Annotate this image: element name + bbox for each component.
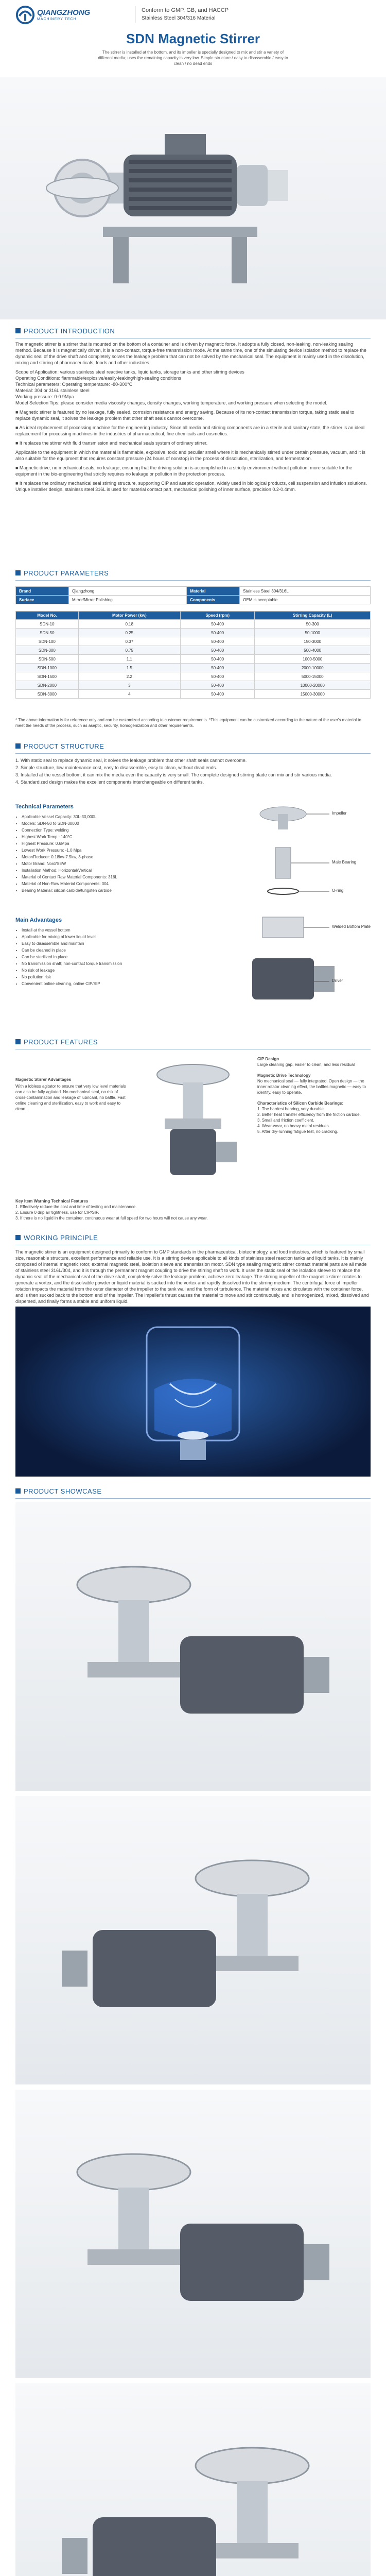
bearing-item: 4. Wear-wear, no heavy metal residues.: [257, 1124, 330, 1128]
spec-table: [15, 586, 371, 604]
tech-params-title: Technical Parameters: [15, 804, 74, 810]
advantages-list: [15, 927, 201, 987]
advantages-title: Main Advantages: [15, 917, 62, 923]
intro-paragraph: Operating Conditions: flammable/explosive/easily-leaking/high-sealing conditions: [15, 376, 182, 381]
model-cell: 0.25: [78, 629, 180, 637]
section-title-features: [15, 1035, 98, 1049]
bearing-item: 1. The hardest bearing, very durable.: [257, 1107, 325, 1111]
model-cell: 50-400: [180, 681, 254, 690]
list-item: • No transmission shaft; non-contact torque transmission: [22, 961, 201, 967]
model-header: Model No.: [16, 612, 79, 620]
model-row: [16, 655, 371, 664]
model-row: [16, 646, 371, 655]
model-cell: 0.75: [78, 646, 180, 655]
principle-text: The magnetic stirrer is an equipment designed primarily to conform to GMP standards in the pharmaceutical, biotechnology, and food industries, which is featured by small size, reasonable structure, excellent performance and reliable use. It is a stirring device applicable to all kinds of stainless steel reaction tanks and liquid tanks. It is mainly composed of internal magnetic rotor, external magnetic steel, isolation sleeve and transmission motor. SDN type sealing magnetic stirrer contact material parts are all made of stainless steel 316L/304, and it is through the permanent magnet coupling to drive the stirring shaft to work. It uses the static seal of the isolation sleeve to replace the dynamic seal of the mechanical seal of the drive shaft, completely solve the leakage problem, achieve zero leakage. The stirring impeller of the magnetic stirrer rotates to generate a vortex, and the dissolvable powder or liquid material is sucked into the vortex and rapidly dissolved into the stirring medium. The centrifugal force of impeller rotation impacts the material from the outer diameter of the impeller to the tank wall and the form of turbulence. The material mixes and circulates with the container force, and is then sucked back to the bottom end of the impeller. The impeller's thrust causes the material to move and stir continuously, and is homogenized, mixed, dissolved and dispersed, and finally forms a stable and uniform liquid.: [15, 1249, 369, 1304]
showcase-photo: [15, 2090, 371, 2378]
model-cell: 50-400: [180, 655, 254, 664]
section-square-icon: [15, 570, 21, 575]
section-title-text: PRODUCT STRUCTURE: [24, 742, 104, 750]
feature-bottom: [15, 1198, 371, 1221]
intro-paragraph: Applicable to the equipment in which the material is flammable, explosive, toxic and peculiar smell where it is mechanically stirred under certain pressure, vacuum, and it is also suitable for the equipment that requires constant pressure (24 hours of nonstop) in the process of dissolution, sterilization, and fermentation.: [15, 450, 365, 461]
model-header: Motor Power (kw): [78, 612, 180, 620]
list-item: • Can be cleaned in place: [22, 947, 201, 953]
section-title-text: WORKING PRINCIPLE: [24, 1233, 98, 1242]
feature-left-title: Magnetic Stirrer Advantages: [15, 1077, 72, 1082]
model-cell: 50-400: [180, 637, 254, 646]
section-title-structure: [15, 739, 104, 753]
tech-params-block: [15, 804, 201, 894]
list-item: • Convenient online cleaning, online CIP/SIP: [22, 981, 201, 987]
model-row: [16, 681, 371, 690]
advantages-block: [15, 917, 201, 988]
model-cell: 50-400: [180, 664, 254, 672]
list-item: • Installation Method: Horizontal/Vertical: [22, 868, 201, 873]
model-cell: SDN-50: [16, 629, 79, 637]
showcase-photo: [15, 2383, 371, 2576]
intro-paragraph: The magnetic stirrer is a stirrer that is mounted on the bottom of a container and is driven by magnetic force. It adopts a fully closed, non-leaking, non-leaking sealing method. Because it is magnetically driven, it is a non-contact, torque-free transmission mode. At the same time, one of the simulating device isolation method to replace the dynamic seal of the drive shaft and completely solves the leakage problem that can not be solved by the mechanical seal. The equipment is mainly used in the dissolution, mixing and stirring of pharmaceuticals, foods and other industries.: [15, 342, 366, 365]
principle-image: [15, 1307, 371, 1477]
section-divider: [15, 1498, 371, 1499]
structure-item: 1. With static seal to replace dynamic seal, it solves the leakage problem that other shaft seals cannot overcome.: [15, 758, 247, 763]
section-square-icon: [15, 1235, 21, 1240]
list-item: • Bearing Material: silicon carbide/tungsten carbide: [22, 888, 201, 893]
section-title-parameters: [15, 566, 109, 580]
model-cell: 500-4000: [255, 646, 371, 655]
section-title-text: PRODUCT SHOWCASE: [24, 1487, 102, 1495]
header-intro: The stirrer is installed at the bottom, and its impeller is specially designed to mix and stir a variety of different media; uses the remaining capacity is very low. Simple structure / easy to disassemble / easy to clean / no dead ends: [98, 50, 288, 66]
brand-logo: [15, 5, 103, 26]
structure-text: [15, 757, 371, 786]
spec-label: Brand: [16, 587, 69, 596]
model-cell: 50-400: [180, 690, 254, 699]
page-title: SDN Magnetic Stirrer: [126, 31, 260, 46]
brand-name: QIANGZHONG: [37, 8, 91, 17]
model-row: [16, 620, 371, 629]
model-cell: 2.2: [78, 672, 180, 681]
section-title-introduction: [15, 324, 115, 338]
list-item: • Motor/Reducer: 0.18kw-7.5kw, 3-phase: [22, 854, 201, 860]
model-cell: SDN-500: [16, 655, 79, 664]
diagram-label-bearing: Male Bearing: [332, 860, 357, 865]
model-cell: 1.1: [78, 655, 180, 664]
structure-item: 3. Installed at the vessel bottom, it can mix the media even the capacity is very small. The complete designed stirring blade can mix and stir various media.: [15, 772, 332, 777]
model-cell: SDN-3000: [16, 690, 79, 699]
list-item: • Easy to disassemble and maintain: [22, 941, 201, 946]
section-title-showcase: [15, 1484, 102, 1498]
introduction-text: [15, 341, 371, 496]
bearing-item: 2. Better heat transfer efficiency from the friction carbide.: [257, 1112, 361, 1117]
diagram-label-driver: Driver: [332, 978, 343, 983]
tech-params-list: [15, 814, 201, 893]
model-cell: 50-400: [180, 646, 254, 655]
model-cell: SDN-10: [16, 620, 79, 629]
section-square-icon: [15, 1488, 21, 1494]
intro-paragraph: Scope of Application: various stainless steel reactive tanks, liquid tanks, storage tanks and other stirring devices: [15, 369, 244, 375]
intro-paragraph: Model Selection Tips: please consider media viscosity changes, density changes, working temperature, and working pressure when selecting the model.: [15, 400, 327, 405]
list-item: • Material of Contact Raw Material Components: 316L: [22, 874, 201, 880]
model-table-body: [16, 620, 371, 699]
structure-item: 4. Standardized design makes the excellent components interchangeable on different tanks.: [15, 779, 204, 785]
feature-right-title: Characteristics of Silicon Carbide Bearings:: [257, 1101, 344, 1106]
section-square-icon: [15, 743, 21, 749]
model-row: [16, 637, 371, 646]
feature-bottom-item: 2. Ensure 0 drip air tightness, use for CIP/SIP.: [15, 1210, 99, 1215]
hero-product-image: [0, 77, 386, 319]
logo-mark-icon: [15, 5, 35, 25]
list-item: • Material of Non-Raw Material Components: 304: [22, 881, 201, 887]
feature-right-text: No mechanical seal — fully integrated. Open design — the inner rotator cleaning effect, the baffles magnetic — easy to identify, easy to operate.: [257, 1079, 366, 1095]
intro-paragraph: ■ Magnetic stirrer is featured by no leakage, fully sealed, corrosion resistance and energy saving. Because of its non-contact transmission torque, taking static seal to replace dynamic seal, it solves the leakage problem that other shaft seals cannot overcome.: [15, 410, 355, 421]
model-row: [16, 690, 371, 699]
section-title-text: PRODUCT PARAMETERS: [24, 569, 109, 577]
structure-item: 2. Simple structure, low maintenance cost, easy to disassemble, easy to clean, without dead ends.: [15, 765, 217, 770]
model-cell: 50-1000: [255, 629, 371, 637]
spec-label: Surface: [16, 596, 69, 604]
model-header: Stirring Capacity (L): [255, 612, 371, 620]
model-cell: 1.5: [78, 664, 180, 672]
model-cell: 15000-30000: [255, 690, 371, 699]
list-item: • Applicable for mixing of lower liquid level: [22, 934, 201, 940]
section-square-icon: [15, 1039, 21, 1044]
feature-right-title: CIP Design: [257, 1057, 279, 1061]
list-item: • No pollution risk: [22, 974, 201, 980]
section-divider: [15, 753, 371, 754]
model-cell: 2000-10000: [255, 664, 371, 672]
showcase-photo: [15, 1796, 371, 2084]
list-item: • Applicable Vessel Capacity: 30L-30,000L: [22, 814, 201, 820]
feature-bottom-item: 3. If there is no liquid in the container, continuous wear at full speed for two hours will not cause any wear.: [15, 1216, 208, 1221]
feature-bottom-item: 1. Effectively reduce the cost and time of testing and maintenance.: [15, 1205, 137, 1209]
model-table: [15, 611, 371, 699]
intro-paragraph: Working pressure: 0-0.9Mpa: [15, 394, 74, 399]
model-row: [16, 664, 371, 672]
section-divider: [15, 580, 371, 581]
section-title-text: PRODUCT INTRODUCTION: [24, 327, 115, 335]
diagram-label-impeller: Impeller: [332, 811, 347, 816]
spec-value: Mirror/Mirror Polishing: [69, 596, 187, 604]
model-row: [16, 672, 371, 681]
model-cell: 10000-20000: [255, 681, 371, 690]
feature-left-text: With a lobless agitator to ensure that very low level materials can also be fully agitated. No mechanical seal, no risk of cross-contamination and leakage of lubricant, no baffle. Fast online cleaning and sterilization, easy to work and easy to clean.: [15, 1084, 126, 1111]
section-square-icon: [15, 328, 21, 333]
list-item: • Highest Pressure: 0.6Mpa: [22, 841, 201, 846]
section-title-principle: [15, 1230, 98, 1245]
bearing-item: 3. Small and friction coefficient.: [257, 1118, 314, 1123]
list-item: • Highest Work Temp.: 140°C: [22, 834, 201, 840]
spec-label: Material: [187, 587, 240, 596]
feature-right-title: Magnetic Drive Technology: [257, 1073, 311, 1078]
material-line: Stainless Steel 304/316 Material: [142, 15, 216, 21]
model-cell: 50-400: [180, 620, 254, 629]
feature-image: [134, 1054, 252, 1193]
list-item: • No risk of leakage: [22, 968, 201, 973]
spec-label: Components: [187, 596, 240, 604]
list-item: • Install at the vessel bottom: [22, 927, 201, 933]
showcase-photo: [15, 1502, 371, 1791]
spec-value: Qiangzhong: [69, 587, 187, 596]
model-cell: SDN-100: [16, 637, 79, 646]
spec-value: OEM is acceptable: [240, 596, 371, 604]
model-cell: SDN-1500: [16, 672, 79, 681]
model-table-note: * The above information is for reference only and can be customized according to customer requirements. *This equipment can be customized according to the nature of the user's material to meet the needs of the process, such as aseptic, security, homogenization and other requirements.: [15, 718, 361, 728]
model-cell: 0.37: [78, 637, 180, 646]
section-title-text: PRODUCT FEATURES: [24, 1038, 98, 1046]
intro-paragraph: ■ Magnetic drive, no mechanical seals, no leakage, ensuring that the driving solution is accomplished in a strictly environment without pollution, more suitable for the equipment in the bio-engineering that strictly requires no leakage or pollution in the protection process.: [15, 465, 353, 477]
model-cell: SDN-300: [16, 646, 79, 655]
model-cell: 50-400: [180, 629, 254, 637]
model-cell: 4: [78, 690, 180, 699]
intro-paragraph: Technical parameters: Operating temperature: -80-300°C: [15, 382, 133, 387]
model-cell: 50-300: [255, 620, 371, 629]
feature-bottom-title: Key Item Warning Technical Features: [15, 1199, 89, 1204]
model-cell: 5000-15000: [255, 672, 371, 681]
intro-paragraph: ■ It replaces the stirrer with fluid transmission and mechanical seals system of ordinary stirrer.: [15, 440, 208, 446]
list-item: • Motor Brand: Nord/SEW: [22, 861, 201, 867]
spec-value: Stainless Steel 304/316L: [240, 587, 371, 596]
model-cell: SDN-1000: [16, 664, 79, 672]
brand-sub: MACHINERY TECH: [37, 18, 77, 21]
model-cell: 1000-5000: [255, 655, 371, 664]
certification-line: Conform to GMP, GB, and HACCP: [142, 7, 229, 13]
model-header: Speed (rpm): [180, 612, 254, 620]
intro-paragraph: ■ It replaces the ordinary mechanical seal stirring structure, supporting CIP and aseptic operation, widely used in biological products, cell suspension and infusion solutions. Unique installer design, stainless steel 316L is used for material contact part, mechanical polishing of inner surface, precision 0.2-0.4mm.: [15, 481, 367, 492]
list-item: • Can be sterilized in place: [22, 954, 201, 960]
model-cell: 3: [78, 681, 180, 690]
diagram-label-oring: O-ring: [332, 888, 344, 893]
feature-right-text: Large cleaning gap, easier to clean, and less residual: [257, 1062, 355, 1067]
list-item: • Lowest Work Pressure: -1.0 Mpa: [22, 848, 201, 853]
list-item: • Models: SDN-50 to SDN-30000: [22, 821, 201, 826]
list-item: • Connection Type: welding: [22, 827, 201, 833]
model-cell: 0.18: [78, 620, 180, 629]
intro-paragraph: Material: 304 or 316L stainless steel: [15, 388, 90, 393]
intro-paragraph: ■ As ideal replacement of processing machine for the engineering industry. Since all media and stirring components are in a sterile and sanitary state, the stirrer is an ideal replacement for processing machines in the industries of pharmaceutical, fine chemicals and cosmetics.: [15, 425, 365, 436]
model-cell: 50-400: [180, 672, 254, 681]
feature-right: [257, 1056, 371, 1134]
diagram-label-plate: Welded Bottom Plate: [332, 924, 371, 929]
model-row: [16, 629, 371, 637]
bearing-item: 5. After dry-running fatigue test, no cracking.: [257, 1129, 338, 1134]
model-cell: 150-3000: [255, 637, 371, 646]
header: [0, 0, 386, 82]
feature-left: [15, 1077, 129, 1112]
exploded-diagram: [221, 793, 376, 1020]
model-cell: SDN-2000: [16, 681, 79, 690]
